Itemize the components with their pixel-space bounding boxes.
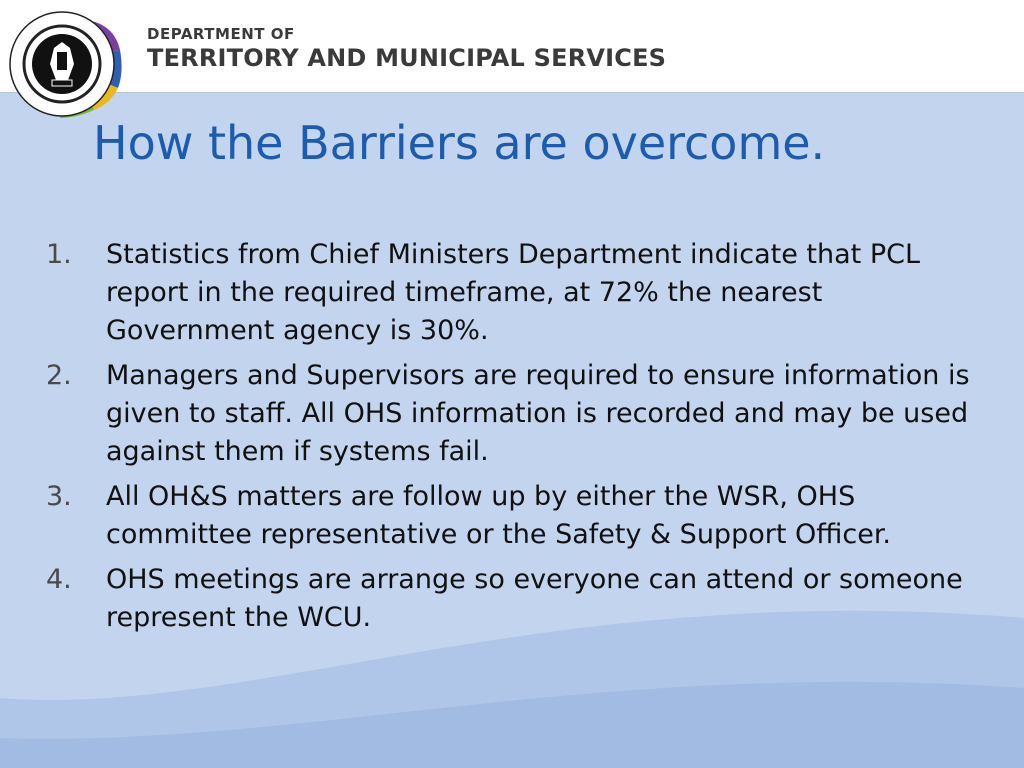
list-number: 4. — [46, 564, 72, 595]
list-text: OHS meetings are arrange so everyone can attend or someone represent the WCU. — [106, 564, 963, 633]
department-name: TERRITORY AND MUNICIPAL SERVICES — [147, 44, 667, 72]
list-number: 1. — [46, 239, 72, 270]
list-item — [46, 357, 986, 471]
list-text: All OH&S matters are follow up by either the WSR, OHS committee representative or the Safety & Support Officer. — [106, 481, 892, 550]
barrier-list — [46, 236, 986, 644]
list-item — [46, 236, 986, 350]
list-number: 3. — [46, 481, 72, 512]
act-government-crest-icon — [6, 6, 126, 126]
list-text: Managers and Supervisors are required to ensure information is given to staff. All OHS information is recorded and may be used against them if systems fail. — [106, 360, 970, 467]
list-number: 2. — [46, 360, 72, 391]
list-text: Statistics from Chief Ministers Department indicate that PCL report in the required timeframe, at 72% the nearest Government agency is 30%. — [106, 239, 920, 346]
header-bar — [0, 0, 1024, 93]
slide-title: How the Barriers are overcome. — [93, 116, 826, 170]
list-item — [46, 561, 986, 637]
department-label: DEPARTMENT OF — [147, 25, 295, 43]
list-item — [46, 478, 986, 554]
